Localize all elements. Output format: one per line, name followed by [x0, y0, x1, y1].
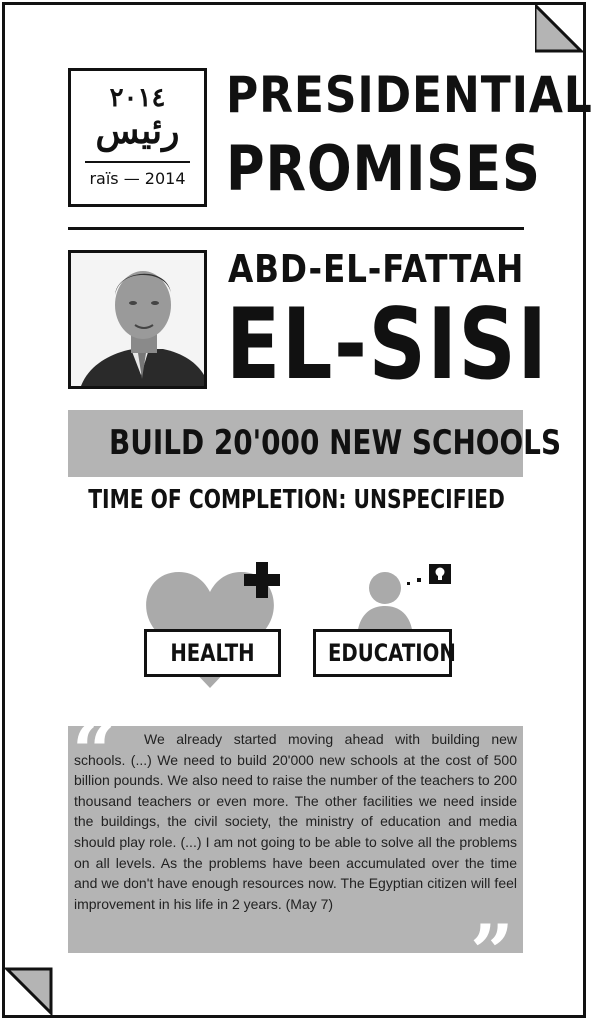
logo-arabic-name: رئيس — [95, 110, 180, 152]
open-quote-mark: “ — [72, 707, 116, 796]
logo-arabic-year: ٢٠١٤ — [109, 83, 166, 113]
candidate-portrait — [68, 250, 207, 389]
portrait-illustration — [71, 253, 204, 386]
completion-time: TIME OF COMPLETION: UNSPECIFIED — [88, 485, 505, 515]
education-label: EDUCATION — [327, 639, 456, 667]
candidate-last-name: EL-SISI — [226, 288, 549, 402]
health-label: HEALTH — [170, 639, 255, 667]
promise-banner — [68, 410, 562, 477]
headline-line-1: PRESIDENTIAL — [226, 66, 593, 124]
education-label-box — [313, 629, 456, 677]
candidate-first-name: ABD-EL-FATTAH — [228, 247, 525, 291]
quote-text: We already started moving ahead with building new schools. (...) We need to build 20'000 new schools at the cost of 500 billion pounds. We also need to raise the number of the teachers to 200 thousand teachers or even more. The other facilities we need inside the buildings, the civil society, the ministry of education and media should play role. (...) I am not going to be able to solve all the problems on all levels. As the problems have been accumulated over the time and we don't have enough resources now. The Egyptian citizen will feel improvement in his life in 2 years. (May 7) — [74, 731, 517, 912]
thought-lightbulb-icon — [405, 562, 453, 590]
logo-latin-text: raïs — 2014 — [89, 169, 186, 188]
headline-line-2: PROMISES — [226, 132, 541, 205]
quote-panel — [68, 726, 523, 953]
close-quote-mark: ” — [470, 908, 514, 997]
promise-title: BUILD 20'000 NEW SCHOOLS — [108, 423, 562, 463]
medical-cross-icon — [244, 562, 280, 598]
page-fold-top-right — [535, 5, 583, 53]
header-divider — [68, 227, 524, 230]
logo-divider — [85, 161, 190, 163]
health-label-box — [144, 629, 281, 677]
page-fold-bottom-left — [5, 967, 53, 1015]
rais-2014-logo — [68, 68, 207, 207]
